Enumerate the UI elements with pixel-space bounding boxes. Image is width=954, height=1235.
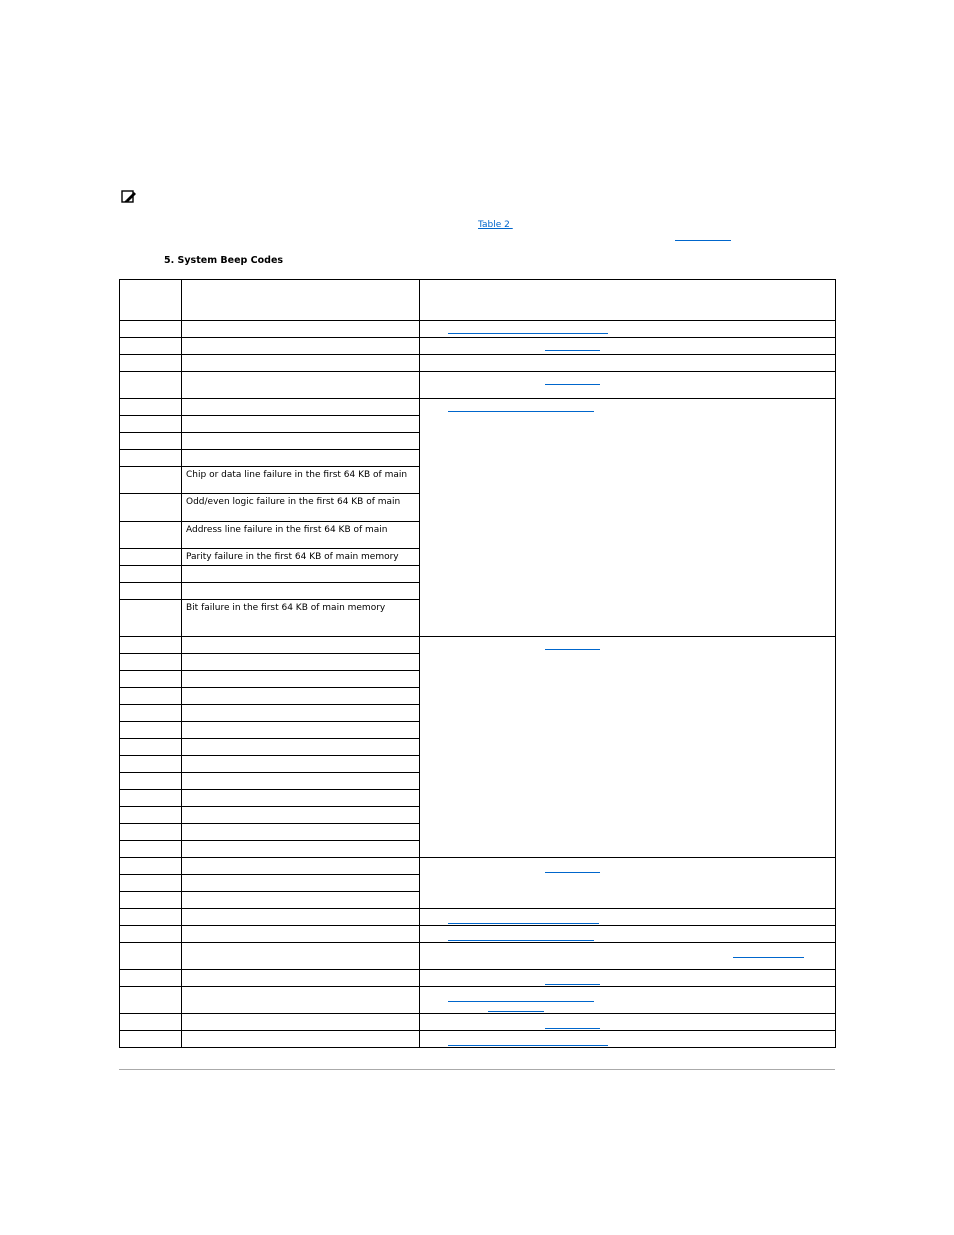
code-cell (120, 739, 182, 756)
cause-cell (182, 416, 420, 433)
cause-cell: Address line failure in the first 64 KB of main (182, 522, 420, 549)
action-cell (420, 1014, 836, 1031)
code-cell (120, 600, 182, 637)
table-row (120, 943, 836, 970)
code-cell (120, 824, 182, 841)
cause-cell (182, 1014, 420, 1031)
code-cell (120, 494, 182, 522)
cause-cell (182, 892, 420, 909)
action-link[interactable] (448, 940, 594, 941)
table-row (120, 321, 836, 338)
action-cell (420, 987, 836, 1014)
table-row (120, 1014, 836, 1031)
action-link[interactable] (545, 1028, 600, 1029)
action-cell (420, 338, 836, 355)
action-cell (420, 280, 836, 321)
cause-cell (182, 1031, 420, 1048)
cause-cell (182, 654, 420, 671)
cause-cell (182, 433, 420, 450)
cause-cell (182, 824, 420, 841)
code-cell (120, 450, 182, 467)
footer-divider (119, 1069, 835, 1070)
code-cell (120, 841, 182, 858)
code-cell (120, 467, 182, 494)
cause-cell: Parity failure in the first 64 KB of main memory (182, 549, 420, 566)
table-row (120, 858, 836, 875)
action-cell (420, 637, 836, 858)
action-link[interactable] (448, 333, 608, 334)
action-link[interactable] (545, 984, 600, 985)
table-2-link[interactable]: Table 2 (478, 220, 513, 230)
cause-cell (182, 338, 420, 355)
code-cell (120, 433, 182, 450)
action-cell (420, 943, 836, 970)
table-row (120, 355, 836, 372)
code-cell (120, 892, 182, 909)
cause-cell (182, 875, 420, 892)
action-link[interactable] (448, 1001, 594, 1002)
cause-cell (182, 943, 420, 970)
cause-cell (182, 722, 420, 739)
cause-cell (182, 688, 420, 705)
action-link[interactable] (448, 923, 599, 924)
cause-cell (182, 841, 420, 858)
table-row (120, 970, 836, 987)
cause-cell (182, 321, 420, 338)
action-link[interactable] (488, 1011, 544, 1012)
code-cell (120, 637, 182, 654)
code-cell (120, 321, 182, 338)
action-cell (420, 399, 836, 637)
code-cell (120, 1014, 182, 1031)
code-cell (120, 583, 182, 600)
code-cell (120, 355, 182, 372)
code-cell (120, 858, 182, 875)
code-cell (120, 773, 182, 790)
cause-cell: Bit failure in the first 64 KB of main memory (182, 600, 420, 637)
cause-cell (182, 671, 420, 688)
table-row (120, 338, 836, 355)
cause-cell (182, 909, 420, 926)
cause-cell (182, 583, 420, 600)
cause-cell (182, 399, 420, 416)
table-row (120, 372, 836, 399)
code-cell (120, 671, 182, 688)
action-link[interactable] (545, 350, 600, 351)
code-cell (120, 1031, 182, 1048)
code-cell (120, 807, 182, 824)
code-cell (120, 722, 182, 739)
cause-cell (182, 566, 420, 583)
action-link[interactable] (448, 411, 594, 412)
action-cell (420, 355, 836, 372)
cause-cell: Odd/even logic failure in the first 64 KB of main (182, 494, 420, 522)
table-header-row (120, 280, 836, 321)
cause-cell (182, 987, 420, 1014)
code-cell (120, 909, 182, 926)
code-cell (120, 688, 182, 705)
code-cell (120, 399, 182, 416)
cause-cell (182, 926, 420, 943)
cause-cell (182, 355, 420, 372)
code-cell (120, 987, 182, 1014)
code-cell (120, 280, 182, 321)
action-link[interactable] (545, 649, 600, 650)
beep-codes-table (119, 279, 836, 1048)
action-link[interactable] (545, 384, 600, 385)
cause-cell (182, 739, 420, 756)
cause-cell (182, 756, 420, 773)
code-cell (120, 654, 182, 671)
code-cell (120, 705, 182, 722)
code-cell (120, 943, 182, 970)
code-cell (120, 926, 182, 943)
table-row (120, 637, 836, 654)
cause-cell (182, 372, 420, 399)
cause-cell (182, 450, 420, 467)
code-cell (120, 970, 182, 987)
cause-cell (182, 773, 420, 790)
code-cell (120, 416, 182, 433)
table-row (120, 987, 836, 1014)
cause-cell (182, 280, 420, 321)
code-cell (120, 338, 182, 355)
table-row (120, 399, 836, 416)
code-cell (120, 522, 182, 549)
action-link[interactable] (545, 872, 600, 873)
link-underline[interactable] (675, 240, 731, 241)
code-cell (120, 790, 182, 807)
cause-cell: Chip or data line failure in the first 64 KB of main (182, 467, 420, 494)
code-cell (120, 875, 182, 892)
cause-cell (182, 807, 420, 824)
action-cell (420, 321, 836, 338)
table-title: 5. System Beep Codes (164, 255, 284, 266)
code-cell (120, 372, 182, 399)
note-pencil-icon (121, 190, 137, 204)
code-cell (120, 756, 182, 773)
action-link[interactable] (448, 1045, 608, 1046)
action-cell (420, 372, 836, 399)
action-cell (420, 858, 836, 909)
cause-cell (182, 705, 420, 722)
code-cell (120, 566, 182, 583)
cause-cell (182, 970, 420, 987)
action-cell (420, 970, 836, 987)
cause-cell (182, 637, 420, 654)
cause-cell (182, 858, 420, 875)
code-cell (120, 549, 182, 566)
action-link[interactable] (733, 957, 804, 958)
cause-cell (182, 790, 420, 807)
